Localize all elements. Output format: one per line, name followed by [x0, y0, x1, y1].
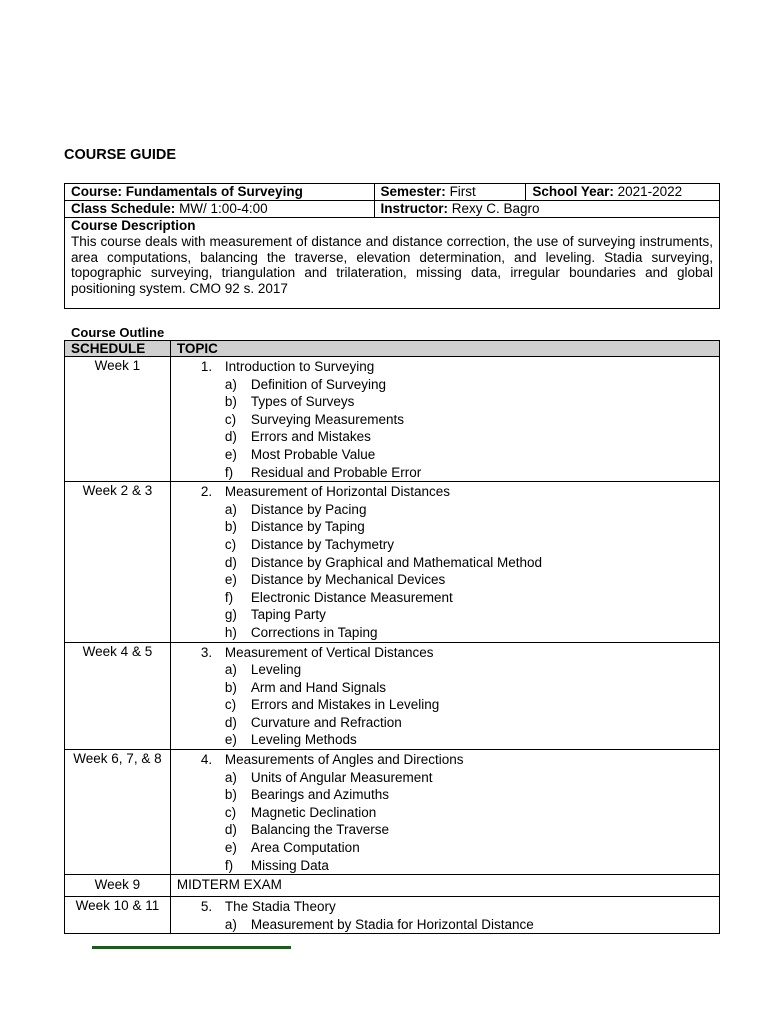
item-letter: c): [224, 536, 237, 552]
course-info-row: [65, 184, 720, 201]
topic-title: The Stadia Theory: [224, 899, 336, 915]
item-text: Residual and Probable Error: [250, 464, 422, 480]
topic-heading: [177, 358, 713, 376]
schedule-cell: Week 9: [65, 875, 171, 897]
description-cell: [65, 218, 720, 309]
table-row: [65, 897, 720, 934]
item-letter: c): [224, 411, 237, 427]
list-item: [177, 464, 713, 482]
list-item: [177, 731, 713, 749]
item-letter: b): [224, 394, 237, 410]
table-row: [65, 875, 720, 897]
description-row: [65, 218, 720, 309]
item-letter: d): [224, 429, 237, 445]
item-text: Electronic Distance Measurement: [250, 589, 453, 605]
course-cell: [65, 184, 375, 201]
schedule-cell: [65, 201, 375, 218]
list-item: [177, 501, 713, 519]
page-title: COURSE GUIDE: [64, 147, 176, 163]
instructor-value: Rexy C. Bagro: [451, 201, 540, 216]
item-letter: f): [224, 857, 234, 873]
schedule-cell: Week 10 & 11: [65, 897, 171, 934]
course-info-table: [64, 183, 720, 309]
list-item: [177, 446, 713, 464]
schedule-info-row: [65, 201, 720, 218]
item-text: Balancing the Traverse: [250, 822, 389, 838]
list-item: [177, 696, 713, 714]
item-letter: g): [224, 607, 237, 623]
topic-cell: [170, 482, 719, 642]
list-item: [177, 536, 713, 554]
item-text: Distance by Graphical and Mathematical Method: [250, 554, 543, 570]
item-letter: b): [224, 679, 237, 695]
list-item: [177, 571, 713, 589]
item-text: Surveying Measurements: [250, 411, 404, 427]
schedule-label: Class Schedule:: [71, 201, 176, 216]
list-item: [177, 393, 713, 411]
school-year-cell: [526, 184, 720, 201]
topic-number: 1.: [200, 359, 213, 374]
item-text: Magnetic Declination: [250, 804, 377, 820]
table-row: [65, 482, 720, 642]
list-item: [177, 679, 713, 697]
item-text: Corrections in Taping: [250, 624, 378, 640]
list-item: [177, 624, 713, 642]
topic-number: 2.: [200, 484, 213, 500]
outline-header-row: [65, 341, 720, 357]
item-letter: a): [224, 662, 237, 678]
topic-heading: [177, 751, 713, 769]
item-text: Distance by Taping: [250, 519, 365, 535]
list-item: [177, 857, 713, 875]
item-letter: d): [224, 822, 237, 838]
course-outline-label: Course Outline: [71, 325, 165, 340]
instructor-label: Instructor:: [380, 201, 448, 216]
table-row: [65, 642, 720, 750]
item-letter: a): [224, 376, 237, 392]
schedule-header: SCHEDULE: [65, 341, 171, 357]
school-year-value: 2021-2022: [617, 184, 683, 199]
topic-number: 5.: [200, 899, 213, 915]
item-text: Arm and Hand Signals: [250, 679, 386, 695]
topic-title: Measurements of Angles and Directions: [224, 752, 464, 768]
item-text: Leveling Methods: [250, 732, 357, 748]
item-text: Units of Angular Measurement: [250, 769, 433, 785]
item-letter: e): [224, 572, 237, 588]
item-letter: a): [224, 501, 237, 517]
topic-title: Introduction to Surveying: [224, 359, 375, 374]
item-text: Distance by Mechanical Devices: [250, 572, 446, 588]
schedule-cell: Week 4 & 5: [65, 642, 171, 750]
description-text: This course deals with measurement of distance and distance correction, the use of surveying instruments, area computations, balancing the traverse, elevation determination, and leveling. Stadia surveying, topographic surveying, triangulation and trilateration, missing data, irregular boundaries and global positioning system. CMO 92 s. 2017: [71, 234, 713, 296]
list-item: [177, 661, 713, 679]
item-text: Curvature and Refraction: [250, 714, 402, 730]
topic-cell: [170, 750, 719, 875]
schedule-cell: Week 6, 7, & 8: [65, 750, 171, 875]
list-item: [177, 804, 713, 822]
item-text: Errors and Mistakes: [250, 429, 371, 445]
list-item: [177, 411, 713, 429]
course-outline-table: [64, 340, 720, 934]
item-text: Area Computation: [250, 840, 360, 856]
item-text: Types of Surveys: [250, 394, 355, 410]
item-text: Errors and Mistakes in Leveling: [250, 697, 440, 713]
item-letter: f): [224, 464, 234, 480]
topic-number: 4.: [200, 752, 213, 768]
topic-cell: [170, 357, 719, 482]
list-item: [177, 554, 713, 572]
item-letter: c): [224, 697, 237, 713]
list-item: [177, 839, 713, 857]
schedule-cell: Week 2 & 3: [65, 482, 171, 642]
list-item: [177, 589, 713, 607]
item-letter: f): [224, 589, 234, 605]
item-letter: h): [224, 624, 237, 640]
topic-heading: [177, 483, 713, 501]
list-item: [177, 376, 713, 394]
item-text: Bearings and Azimuths: [250, 787, 389, 803]
footer-divider: [92, 946, 291, 949]
item-text: Measurement by Stadia for Horizontal Distance: [250, 916, 534, 932]
item-letter: e): [224, 840, 237, 856]
table-row: [65, 357, 720, 482]
list-item: [177, 916, 713, 934]
topic-number: 3.: [200, 644, 213, 660]
list-item: [177, 769, 713, 787]
schedule-cell: Week 1: [65, 357, 171, 482]
list-item: [177, 428, 713, 446]
list-item: [177, 518, 713, 536]
topic-heading: [177, 898, 713, 916]
topic-header: TOPIC: [170, 341, 719, 357]
item-letter: b): [224, 519, 237, 535]
topic-title: Measurement of Vertical Distances: [224, 644, 434, 660]
topic-title: Measurement of Horizontal Distances: [224, 484, 450, 500]
item-letter: e): [224, 732, 237, 748]
semester-label: Semester:: [380, 184, 446, 199]
item-letter: a): [224, 769, 237, 785]
item-letter: e): [224, 446, 237, 462]
semester-value: First: [449, 184, 476, 199]
exam-cell: MIDTERM EXAM: [170, 875, 719, 897]
topic-cell: [170, 897, 719, 934]
list-item: [177, 606, 713, 624]
course-label: Course:: [71, 184, 123, 199]
item-letter: b): [224, 787, 237, 803]
list-item: [177, 821, 713, 839]
item-text: Leveling: [250, 662, 302, 678]
item-text: Missing Data: [250, 857, 329, 873]
item-text: Most Probable Value: [250, 446, 376, 462]
item-text: Definition of Surveying: [250, 376, 386, 392]
item-text: Distance by Pacing: [250, 501, 367, 517]
topic-cell: [170, 642, 719, 750]
school-year-label: School Year:: [532, 184, 614, 199]
item-text: Taping Party: [250, 607, 326, 623]
item-letter: d): [224, 714, 237, 730]
schedule-value: MW/ 1:00-4:00: [179, 201, 268, 216]
list-item: [177, 714, 713, 732]
item-letter: a): [224, 916, 237, 932]
topic-heading: [177, 644, 713, 662]
course-value: Fundamentals of Surveying: [125, 184, 303, 199]
table-row: [65, 750, 720, 875]
description-label: Course Description: [71, 218, 196, 233]
item-letter: c): [224, 804, 237, 820]
item-letter: d): [224, 554, 237, 570]
list-item: [177, 786, 713, 804]
semester-cell: [374, 184, 526, 201]
item-text: Distance by Tachymetry: [250, 536, 394, 552]
instructor-cell: [374, 201, 720, 218]
